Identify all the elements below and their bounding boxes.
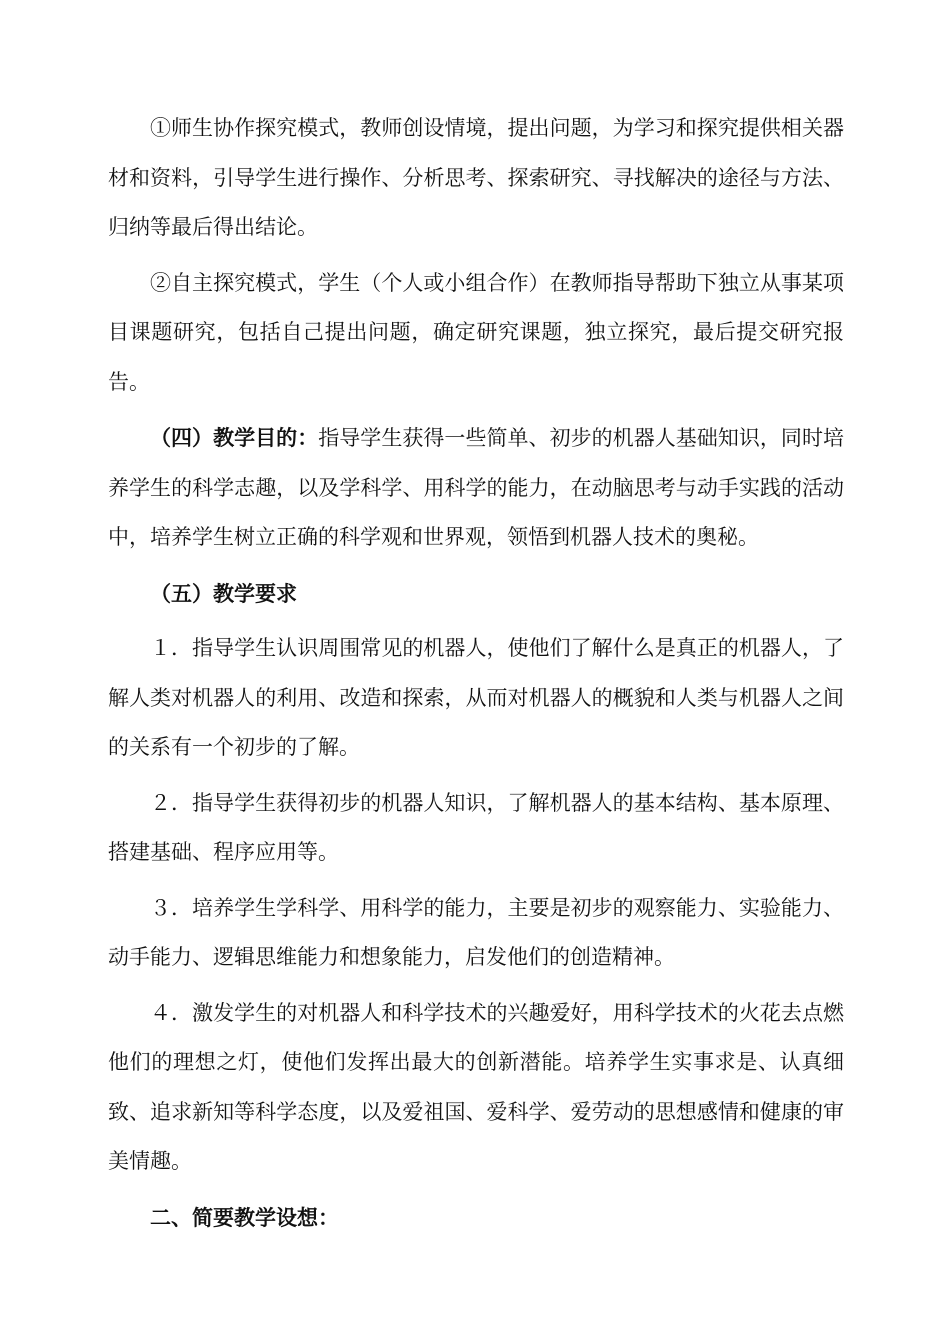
teaching-purpose-text: 指导学生获得一些简单、初步的机器人基础知识，同时培养学生的科学志趣，以及学科学、用科学的能力，在动脑思考与动手实践的活动中，培养学生树立正确的科学观和世界观，领悟到机器人技术的奥秘。 (108, 426, 844, 549)
document-page (108, 104, 844, 1242)
requirement-4: ４．激发学生的对机器人和科学技术的兴趣爱好，用科学技术的火花去点燃他们的理想之灯，使他们发挥出最大的创新潜能。培养学生实事求是、认真细致、追求新知等科学态度，以及爱祖国、爱科学、爱劳动的思想感情和健康的审美情趣。 (108, 1000, 844, 1173)
teaching-purpose-label: （四）教学目的： (150, 425, 319, 450)
requirement-2: ２．指导学生获得初步的机器人知识，了解机器人的基本结构、基本原理、搭建基础、程序应用等。 (108, 790, 844, 864)
paragraph-autonomous-inquiry: ②自主探究模式，学生（个人或小组合作）在教师指导帮助下独立从事某项目课题研究，包括自己提出问题，确定研究课题，独立探究，最后提交研究报告。 (108, 270, 844, 394)
paragraph-teaching-purpose (108, 413, 844, 563)
requirement-3: ３．培养学生学科学、用科学的能力，主要是初步的观察能力、实验能力、动手能力、逻辑思维能力和想象能力，启发他们的创造精神。 (108, 895, 844, 969)
requirement-1: １．指导学生认识周围常见的机器人，使他们了解什么是真正的机器人，了解人类对机器人的利用、改造和探索，从而对机器人的概貌和人类与机器人之间的关系有一个初步的了解。 (108, 636, 844, 759)
paragraph-collaborative-inquiry: ①师生协作探究模式，教师创设情境，提出问题，为学习和探究提供相关器材和资料，引导学生进行操作、分析思考、探索研究、寻找解决的途径与方法、归纳等最后得出结论。 (108, 116, 844, 239)
section-2-title: 二、简要教学设想： (150, 1204, 339, 1230)
heading-teaching-requirements: （五）教学要求 (150, 580, 297, 606)
